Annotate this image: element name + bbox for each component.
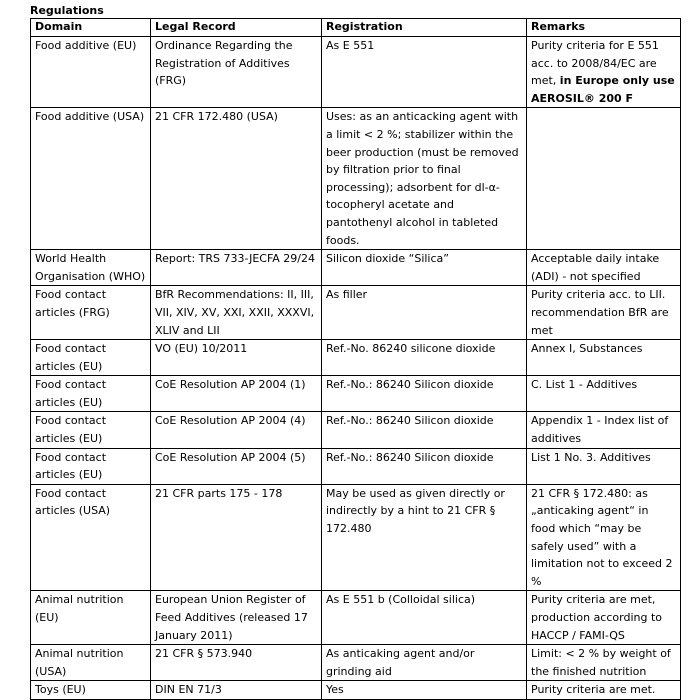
cell-domain: Food contact articles (EU): [31, 340, 151, 376]
cell-registration: Ref.-No.: 86240 Silicon dioxide: [322, 412, 527, 448]
cell-registration: As E 551 b (Colloidal silica): [322, 591, 527, 645]
cell-legal-record: Report: TRS 733-JECFA 29/24: [151, 250, 322, 286]
cell-registration: Ref.-No.: 86240 Silicon dioxide: [322, 448, 527, 484]
table-row: [31, 681, 681, 700]
table-row: [31, 448, 681, 484]
cell-registration: As filler: [322, 286, 527, 340]
cell-remarks: 21 CFR § 172.480: as „anticaking agent“ in food which “may be safely used” with a limitation not to exceed 2 %: [527, 484, 681, 591]
cell-remarks: [527, 37, 681, 108]
cell-domain: Food contact articles (EU): [31, 448, 151, 484]
section-title: Regulations: [30, 4, 104, 17]
cell-registration: Ref.-No. 86240 silicone dioxide: [322, 340, 527, 376]
table-header-row: [31, 19, 681, 37]
cell-domain: World Health Organisation (WHO): [31, 250, 151, 286]
cell-registration: Silicon dioxide “Silica”: [322, 250, 527, 286]
cell-registration: As anticaking agent and/or grinding aid: [322, 645, 527, 681]
cell-domain: Food additive (EU): [31, 37, 151, 108]
cell-domain: Animal nutrition (EU): [31, 591, 151, 645]
cell-registration: As E 551: [322, 37, 527, 108]
cell-remarks: Purity criteria are met.: [527, 681, 681, 700]
table-row: [31, 412, 681, 448]
cell-remarks: [527, 108, 681, 250]
cell-legal-record: 21 CFR § 573.940: [151, 645, 322, 681]
cell-domain: Food additive (USA): [31, 108, 151, 250]
table-row: [31, 484, 681, 591]
cell-legal-record: CoE Resolution AP 2004 (1): [151, 376, 322, 412]
cell-domain: Animal nutrition (USA): [31, 645, 151, 681]
cell-legal-record: BfR Recommendations: II, III, VII, XIV, XV, XXI, XXII, XXXVI, XLIV and LII: [151, 286, 322, 340]
table-row: [31, 108, 681, 250]
cell-domain: Food contact articles (USA): [31, 484, 151, 591]
cell-domain: Food contact articles (EU): [31, 412, 151, 448]
header-domain: Domain: [31, 19, 151, 37]
cell-remarks: Purity criteria are met, production according to HACCP / FAMI-QS: [527, 591, 681, 645]
cell-legal-record: 21 CFR 172.480 (USA): [151, 108, 322, 250]
cell-remarks: Acceptable daily intake (ADI) - not specified: [527, 250, 681, 286]
cell-legal-record: CoE Resolution AP 2004 (4): [151, 412, 322, 448]
table-row: [31, 37, 681, 108]
cell-remarks: Appendix 1 - Index list of additives: [527, 412, 681, 448]
cell-domain: Food contact articles (FRG): [31, 286, 151, 340]
table-row: [31, 376, 681, 412]
cell-remarks: C. List 1 - Additives: [527, 376, 681, 412]
cell-domain: Food contact articles (EU): [31, 376, 151, 412]
table-row: [31, 591, 681, 645]
cell-domain: Toys (EU): [31, 681, 151, 700]
cell-legal-record: DIN EN 71/3: [151, 681, 322, 700]
header-legal-record: Legal Record: [151, 19, 322, 37]
table-row: [31, 645, 681, 681]
remarks-emphasis: in Europe only use AEROSIL® 200 F: [531, 74, 675, 105]
header-registration: Registration: [322, 19, 527, 37]
cell-registration: Yes: [322, 681, 527, 700]
cell-legal-record: European Union Register of Feed Additives (released 17 January 2011): [151, 591, 322, 645]
header-remarks: Remarks: [527, 19, 681, 37]
regulations-section: [30, 4, 680, 700]
cell-registration: May be used as given directly or indirectly by a hint to 21 CFR § 172.480: [322, 484, 527, 591]
cell-remarks: List 1 No. 3. Additives: [527, 448, 681, 484]
cell-registration: Uses: as an anticacking agent with a limit < 2 %; stabilizer within the beer production (must be removed by filtration prior to final processing); adsorbent for dl-α-tocopheryl acetate and pantothenyl alcohol in tableted foods.: [322, 108, 527, 250]
table-row: [31, 250, 681, 286]
cell-remarks: Annex I, Substances: [527, 340, 681, 376]
remarks-text: Purity criteria for E 551 acc. to 2008/84/EC are met,: [531, 39, 659, 88]
cell-legal-record: Ordinance Regarding the Registration of Additives (FRG): [151, 37, 322, 108]
table-row: [31, 340, 681, 376]
cell-legal-record: VO (EU) 10/2011: [151, 340, 322, 376]
cell-registration: Ref.-No.: 86240 Silicon dioxide: [322, 376, 527, 412]
cell-legal-record: CoE Resolution AP 2004 (5): [151, 448, 322, 484]
table-row: [31, 286, 681, 340]
cell-remarks: Purity criteria acc. to LII. recommendation BfR are met: [527, 286, 681, 340]
cell-legal-record: 21 CFR parts 175 - 178: [151, 484, 322, 591]
cell-remarks: Limit: < 2 % by weight of the finished nutrition: [527, 645, 681, 681]
regulations-table: [30, 18, 681, 700]
